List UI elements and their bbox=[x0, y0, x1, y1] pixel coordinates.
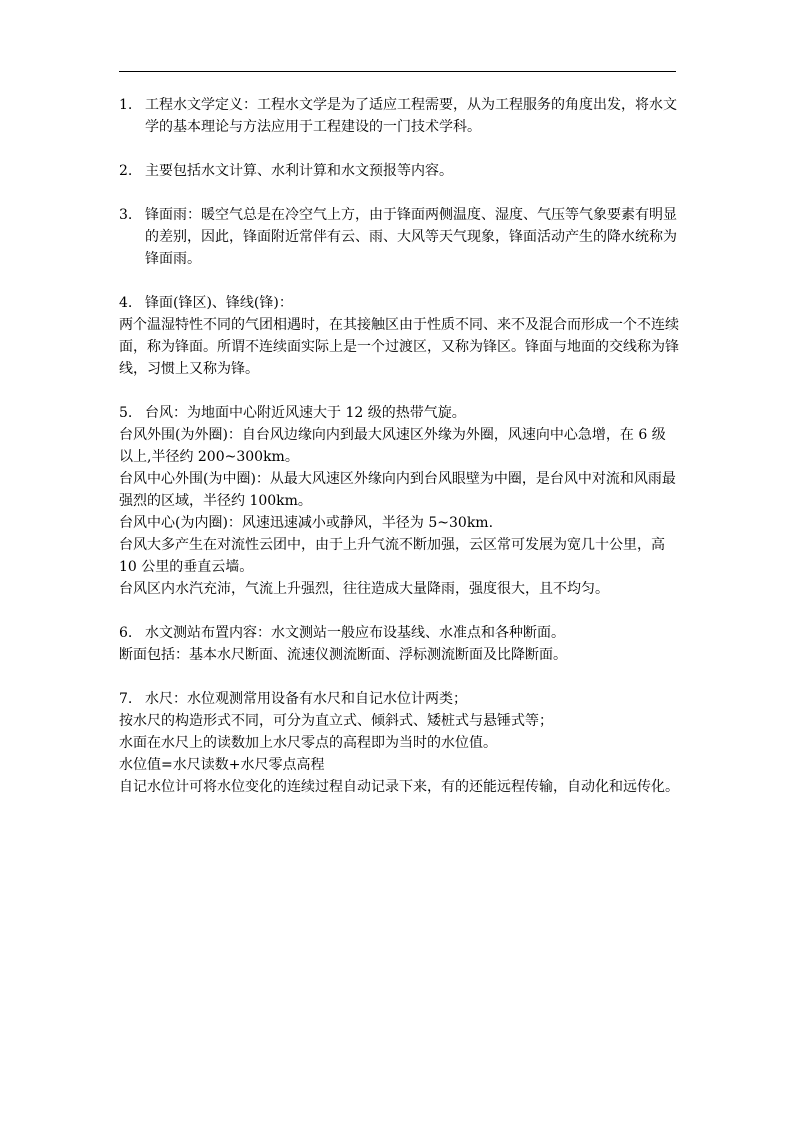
item-number: 3. bbox=[119, 207, 133, 223]
item-line: 台风中心外围(为中圈)：从最大风速区外缘向内到台风眼壁为中圈，是台风中对流和风雨最强烈的区域，半径约 100km。 bbox=[119, 471, 676, 509]
item-heading: 锋面(锋区)、锋线(锋)： bbox=[145, 295, 293, 311]
list-item-7 bbox=[119, 688, 679, 798]
item-line: 台风区内水汽充沛，气流上升强烈，往往造成大量降雨，强度很大，且不均匀。 bbox=[119, 581, 609, 597]
item-heading-line bbox=[119, 622, 679, 644]
list-item-4 bbox=[119, 292, 679, 380]
item-line: 台风大多产生在对流性云团中，由于上升气流不断加强，云区常可发展为宽几十公里，高 10 公里的垂直云墙。 bbox=[119, 537, 665, 575]
item-line: 断面包括：基本水尺断面、流速仪测流断面、浮标测流断面及比降断面。 bbox=[119, 647, 567, 663]
item-line: 按水尺的构造形式不同，可分为直立式、倾斜式、矮桩式与悬锤式等； bbox=[119, 713, 553, 729]
item-line: 台风外围(为外圈)：自台风边缘向内到最大风速区外缘为外圈，风速向中心急增，在 6 级以上,半径约 200~300km。 bbox=[119, 427, 666, 465]
item-line: 两个温湿特性不同的气团相遇时，在其接触区由于性质不同、来不及混合而形成一个不连续面，称为锋面。所谓不连续面实际上是一个过渡区，又称为锋区。锋面与地面的交线称为锋线，习惯上又称为锋。 bbox=[119, 317, 679, 377]
item-number: 4. bbox=[119, 295, 133, 311]
item-line: 水位值=水尺读数+水尺零点高程 bbox=[119, 757, 325, 773]
item-number: 2. bbox=[119, 163, 133, 179]
item-heading: 水尺：水位观测常用设备有水尺和自记水位计两类； bbox=[145, 691, 467, 707]
item-heading-line bbox=[119, 402, 679, 424]
list-item-6 bbox=[119, 622, 679, 666]
item-number: 7. bbox=[119, 691, 133, 707]
item-text: 工程水文学定义：工程水文学是为了适应工程需要，从为工程服务的角度出发，将水文学的基本理论与方法应用于工程建设的一门技术学科。 bbox=[145, 97, 677, 135]
item-heading-line bbox=[119, 688, 679, 710]
document-body bbox=[119, 94, 679, 820]
list-item-3 bbox=[119, 204, 679, 270]
list-item-1 bbox=[119, 94, 679, 138]
item-line: 台风中心(为内圈)：风速迅速减小或静风，半径为 5~30km. bbox=[119, 515, 494, 531]
item-number: 1. bbox=[119, 97, 133, 113]
item-number: 6. bbox=[119, 625, 133, 641]
item-text: 锋面雨：暖空气总是在冷空气上方，由于锋面两侧温度、湿度、气压等气象要素有明显的差别，因此，锋面附近常伴有云、雨、大风等天气现象，锋面活动产生的降水统称为锋面雨。 bbox=[145, 207, 677, 267]
list-item-5 bbox=[119, 402, 679, 600]
item-heading-line bbox=[119, 292, 679, 314]
item-line: 水面在水尺上的读数加上水尺零点的高程即为当时的水位值。 bbox=[119, 735, 497, 751]
item-line: 自记水位计可将水位变化的连续过程自动记录下来，有的还能远程传输，自动化和远传化。 bbox=[119, 779, 679, 795]
header-rule bbox=[119, 71, 676, 72]
list-item-2 bbox=[119, 160, 679, 182]
item-number: 5. bbox=[119, 405, 133, 421]
item-text: 主要包括水文计算、水利计算和水文预报等内容。 bbox=[145, 163, 453, 179]
item-heading: 水文测站布置内容：水文测站一般应布设基线、水准点和各种断面。 bbox=[145, 625, 565, 641]
item-heading: 台风：为地面中心附近风速大于 12 级的热带气旋。 bbox=[145, 405, 466, 421]
